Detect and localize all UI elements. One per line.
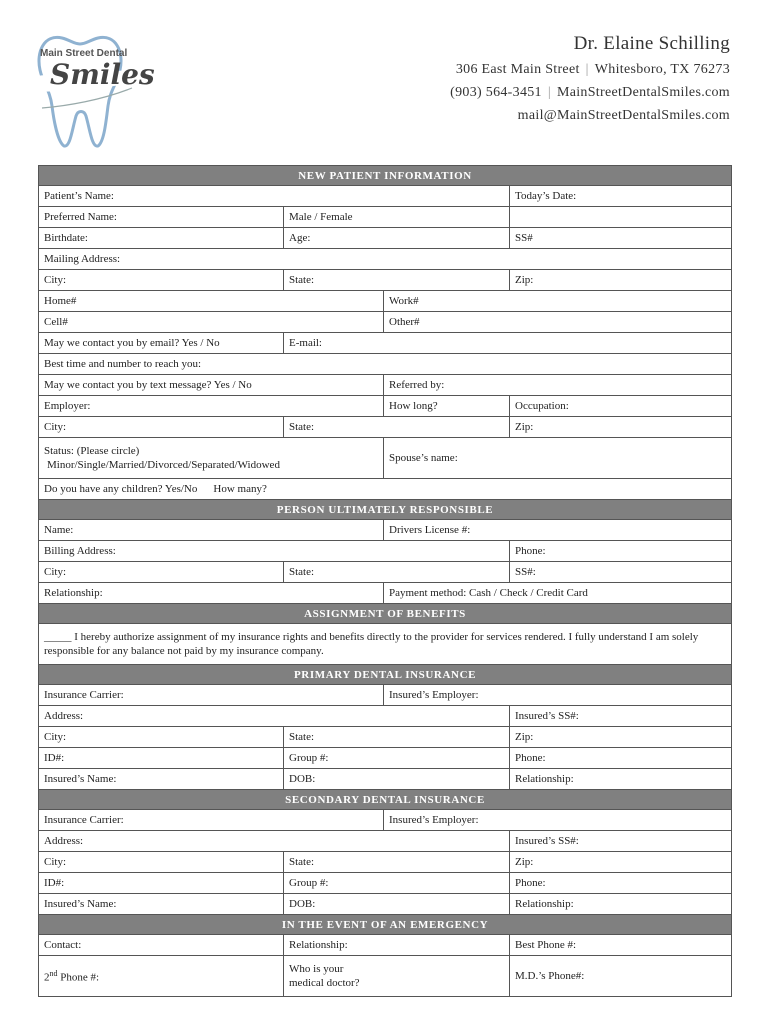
primary-insured-ssn-field[interactable]: Insured’s SS#: [510, 706, 732, 727]
second-phone-label: Phone #: [57, 971, 100, 984]
primary-city-field[interactable]: City: [39, 727, 284, 748]
empty-cell [510, 207, 732, 228]
primary-state-field[interactable]: State: [284, 727, 510, 748]
referred-by-field[interactable]: Referred by: [384, 375, 732, 396]
primary-id-field[interactable]: ID#: [39, 748, 284, 769]
responsible-relationship-field[interactable]: Relationship: [39, 583, 384, 604]
doctor-name: Dr. Elaine Schilling [573, 33, 730, 54]
primary-carrier-field[interactable]: Insurance Carrier: [39, 685, 384, 706]
how-many-label: How many? [213, 483, 267, 495]
home-phone-field[interactable]: Home# [39, 291, 384, 312]
employer-field[interactable]: Employer: [39, 396, 384, 417]
city-field[interactable]: City: [39, 270, 284, 291]
city-state-zip: Whitesboro, TX 76273 [594, 62, 730, 77]
children-field[interactable] [39, 479, 732, 500]
status-label: Status: (Please circle) [44, 445, 140, 457]
emergency-best-phone-field[interactable]: Best Phone #: [510, 935, 732, 956]
responsible-ssn-field[interactable]: SS#: [510, 562, 732, 583]
other-phone-field[interactable]: Other# [384, 312, 732, 333]
todays-date-field[interactable]: Today’s Date: [510, 186, 732, 207]
marital-status-field[interactable] [39, 438, 384, 479]
emergency-contact-field[interactable]: Contact: [39, 935, 284, 956]
medical-doctor-label-2: medical doctor? [289, 977, 360, 989]
secondary-carrier-field[interactable]: Insurance Carrier: [39, 810, 384, 831]
primary-relationship-field[interactable]: Relationship: [510, 769, 732, 790]
emergency-second-phone-field[interactable] [39, 956, 284, 997]
primary-phone-field[interactable]: Phone: [510, 748, 732, 769]
text-consent-field[interactable]: May we contact you by text message? Yes / No [39, 375, 384, 396]
practice-logo [22, 30, 155, 150]
payment-method-field[interactable]: Payment method: Cash / Check / Credit Card [384, 583, 732, 604]
best-time-field[interactable]: Best time and number to reach you: [39, 354, 732, 375]
secondary-relationship-field[interactable]: Relationship: [510, 894, 732, 915]
section-primary-insurance: PRIMARY DENTAL INSURANCE [39, 665, 732, 685]
secondary-group-field[interactable]: Group #: [284, 873, 510, 894]
responsible-city-field[interactable]: City: [39, 562, 284, 583]
md-phone-field[interactable]: M.D.’s Phone#: [510, 956, 732, 997]
employer-state-field[interactable]: State: [284, 417, 510, 438]
phone-number: (903) 564-3451 [450, 85, 542, 100]
primary-dob-field[interactable]: DOB: [284, 769, 510, 790]
state-field[interactable]: State: [284, 270, 510, 291]
secondary-address-field[interactable]: Address: [39, 831, 510, 852]
secondary-dob-field[interactable]: DOB: [284, 894, 510, 915]
second-phone-ordinal: nd [49, 968, 58, 978]
email-field[interactable]: E-mail: [284, 333, 732, 354]
email-consent-field[interactable]: May we contact you by email? Yes / No [39, 333, 284, 354]
ssn-field[interactable]: SS# [510, 228, 732, 249]
primary-group-field[interactable]: Group #: [284, 748, 510, 769]
contact-block [450, 33, 730, 124]
primary-address-field[interactable]: Address: [39, 706, 510, 727]
assignment-statement[interactable]: _____ I hereby authorize assignment of my insurance rights and benefits directly to the provider for services rendered. I fully understand I am solely responsible for any balance not paid by my insurance company. [39, 624, 732, 665]
cell-phone-field[interactable]: Cell# [39, 312, 384, 333]
secondary-insured-name-field[interactable]: Insured’s Name: [39, 894, 284, 915]
zip-field[interactable]: Zip: [510, 270, 732, 291]
responsible-name-field[interactable]: Name: [39, 520, 384, 541]
secondary-id-field[interactable]: ID#: [39, 873, 284, 894]
birthdate-field[interactable]: Birthdate: [39, 228, 284, 249]
secondary-insured-ssn-field[interactable]: Insured’s SS#: [510, 831, 732, 852]
medical-doctor-label-1: Who is your [289, 963, 344, 975]
secondary-zip-field[interactable]: Zip: [510, 852, 732, 873]
divider: | [585, 62, 589, 77]
occupation-field[interactable]: Occupation: [510, 396, 732, 417]
street-address: 306 East Main Street [455, 62, 580, 77]
how-long-field[interactable]: How long? [384, 396, 510, 417]
gender-field[interactable]: Male / Female [284, 207, 510, 228]
emergency-relationship-field[interactable]: Relationship: [284, 935, 510, 956]
logo-text-smiles: Smiles [50, 58, 155, 91]
billing-address-field[interactable]: Billing Address: [39, 541, 510, 562]
patient-form [38, 165, 732, 997]
children-label: Do you have any children? Yes/No [44, 483, 198, 495]
spouse-name-field[interactable]: Spouse’s name: [384, 438, 732, 479]
logo-text-top: Main Street Dental [40, 48, 128, 59]
primary-insured-employer-field[interactable]: Insured’s Employer: [384, 685, 732, 706]
email-link[interactable]: mail@MainStreetDentalSmiles.com [517, 108, 730, 123]
status-options: Minor/Single/Married/Divorced/Separated/Widowed [47, 459, 280, 471]
section-assignment: ASSIGNMENT OF BENEFITS [39, 604, 732, 624]
second-phone-number: 2 [44, 971, 50, 984]
patient-name-field[interactable]: Patient’s Name: [39, 186, 510, 207]
age-field[interactable]: Age: [284, 228, 510, 249]
primary-zip-field[interactable]: Zip: [510, 727, 732, 748]
section-secondary-insurance: SECONDARY DENTAL INSURANCE [39, 790, 732, 810]
mailing-address-field[interactable]: Mailing Address: [39, 249, 732, 270]
secondary-phone-field[interactable]: Phone: [510, 873, 732, 894]
secondary-state-field[interactable]: State: [284, 852, 510, 873]
section-emergency: IN THE EVENT OF AN EMERGENCY [39, 915, 732, 935]
responsible-state-field[interactable]: State: [284, 562, 510, 583]
responsible-phone-field[interactable]: Phone: [510, 541, 732, 562]
primary-insured-name-field[interactable]: Insured’s Name: [39, 769, 284, 790]
divider: | [547, 85, 551, 100]
preferred-name-field[interactable]: Preferred Name: [39, 207, 284, 228]
section-responsible: PERSON ULTIMATELY RESPONSIBLE [39, 500, 732, 520]
employer-zip-field[interactable]: Zip: [510, 417, 732, 438]
secondary-city-field[interactable]: City: [39, 852, 284, 873]
secondary-insured-employer-field[interactable]: Insured’s Employer: [384, 810, 732, 831]
work-phone-field[interactable]: Work# [384, 291, 732, 312]
section-new-patient: NEW PATIENT INFORMATION [39, 166, 732, 186]
employer-city-field[interactable]: City: [39, 417, 284, 438]
drivers-license-field[interactable]: Drivers License #: [384, 520, 732, 541]
medical-doctor-field[interactable] [284, 956, 510, 997]
website-link[interactable]: MainStreetDentalSmiles.com [556, 85, 730, 100]
